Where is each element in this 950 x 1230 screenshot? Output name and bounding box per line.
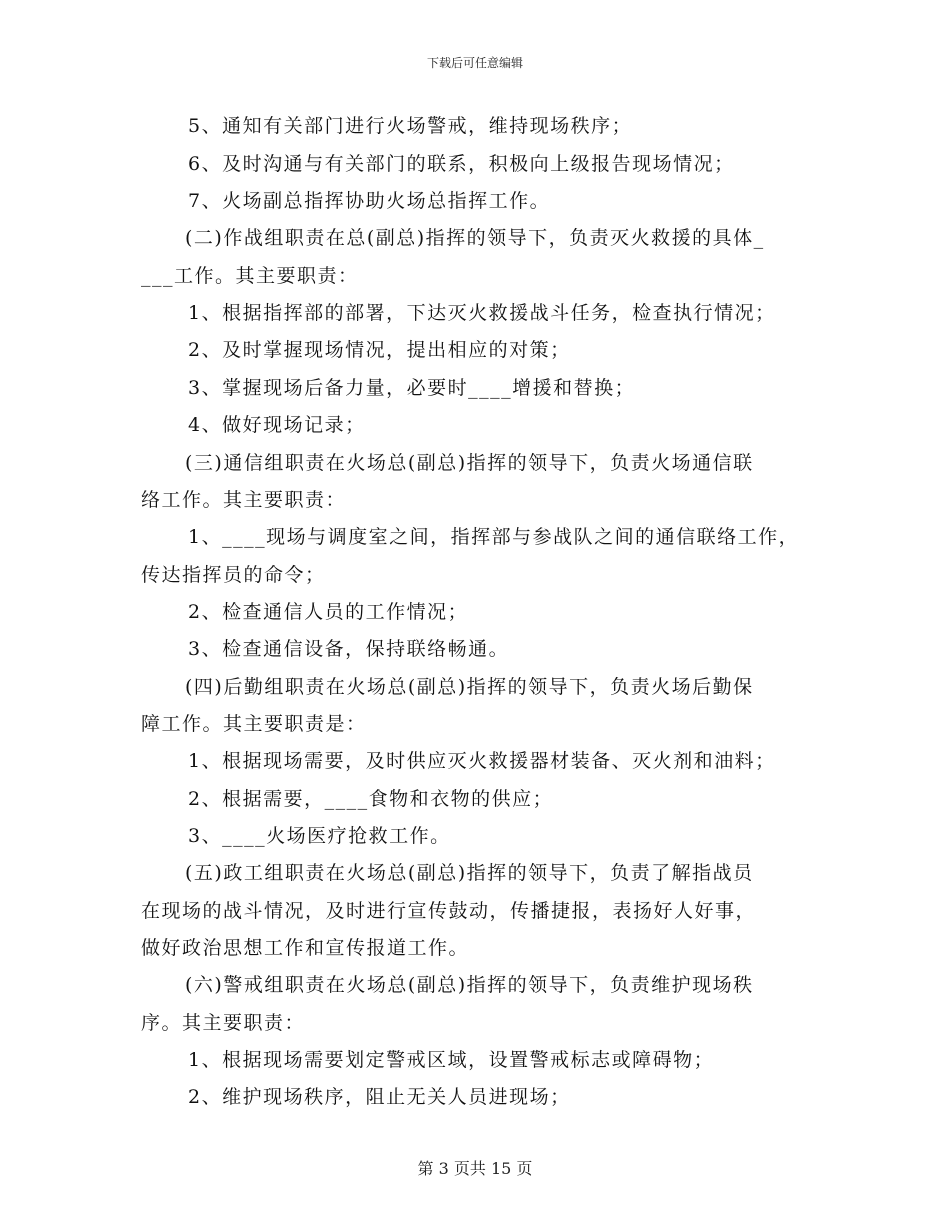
text-line: 4、做好现场记录；: [188, 414, 366, 436]
text-line: ___工作。其主要职责：: [141, 265, 359, 287]
text-line: 5、通知有关部门进行火场警戒，维持现场秩序；: [188, 115, 633, 137]
text-line: 1、根据指挥部的部署，下达灭火救援战斗任务，检查执行情况；: [188, 302, 776, 324]
text-line: 络工作。其主要职责：: [141, 489, 347, 511]
section-heading-line: (五)政工组职责在火场总(副总)指挥的领导下，负责了解指战员: [185, 862, 754, 884]
text-line: 2、检查通信人员的工作情况；: [188, 601, 469, 623]
page-header: 下载后可任意编辑: [426, 56, 523, 70]
text-line: 2、及时掌握现场情况，提出相应的对策；: [188, 339, 571, 361]
text-line: 做好政治思想工作和宣传报道工作。: [141, 937, 470, 959]
section-heading-line: (二)作战组职责在总(副总)指挥的领导下，负责灭火救援的具体_: [185, 227, 765, 249]
text-line: 在现场的战斗情况，及时进行宣传鼓动，传播捷报，表扬好人好事，: [141, 900, 757, 922]
page-footer: 第 3 页共 15 页: [417, 1159, 533, 1178]
text-line: 序。其主要职责：: [141, 1012, 306, 1034]
text-line: 2、根据需要，____食物和衣物的供应；: [188, 788, 554, 810]
text-line: 1、____现场与调度室之间，指挥部与参战队之间的通信联络工作，: [188, 526, 800, 548]
text-line: 2、维护现场秩序，阻止无关人员进现场；: [188, 1086, 571, 1108]
text-line: 3、掌握现场后备力量，必要时____增援和替换；: [188, 377, 636, 399]
text-line: 6、及时沟通与有关部门的联系，积极向上级报告现场情况；: [188, 153, 735, 175]
text-line: 1、根据现场需要划定警戒区域，设置警戒标志或障碍物；: [188, 1049, 715, 1071]
text-line: 7、火场副总指挥协助火场总指挥工作。: [188, 190, 551, 212]
text-line: 障工作。其主要职责是：: [141, 713, 367, 735]
section-heading-line: (四)后勤组职责在火场总(副总)指挥的领导下，负责火场后勤保: [185, 676, 754, 698]
section-heading-line: (六)警戒组职责在火场总(副总)指挥的领导下，负责维护现场秩: [185, 974, 754, 996]
text-line: 1、根据现场需要，及时供应灭火救援器材装备、灭火剂和油料；: [188, 750, 776, 772]
text-line: 传达指挥员的命令；: [141, 564, 326, 586]
text-line: 3、检查通信设备，保持联络畅通。: [188, 638, 510, 660]
section-heading-line: (三)通信组职责在火场总(副总)指挥的领导下，负责火场通信联: [185, 452, 754, 474]
text-line: 3、____火场医疗抢救工作。: [188, 825, 451, 847]
